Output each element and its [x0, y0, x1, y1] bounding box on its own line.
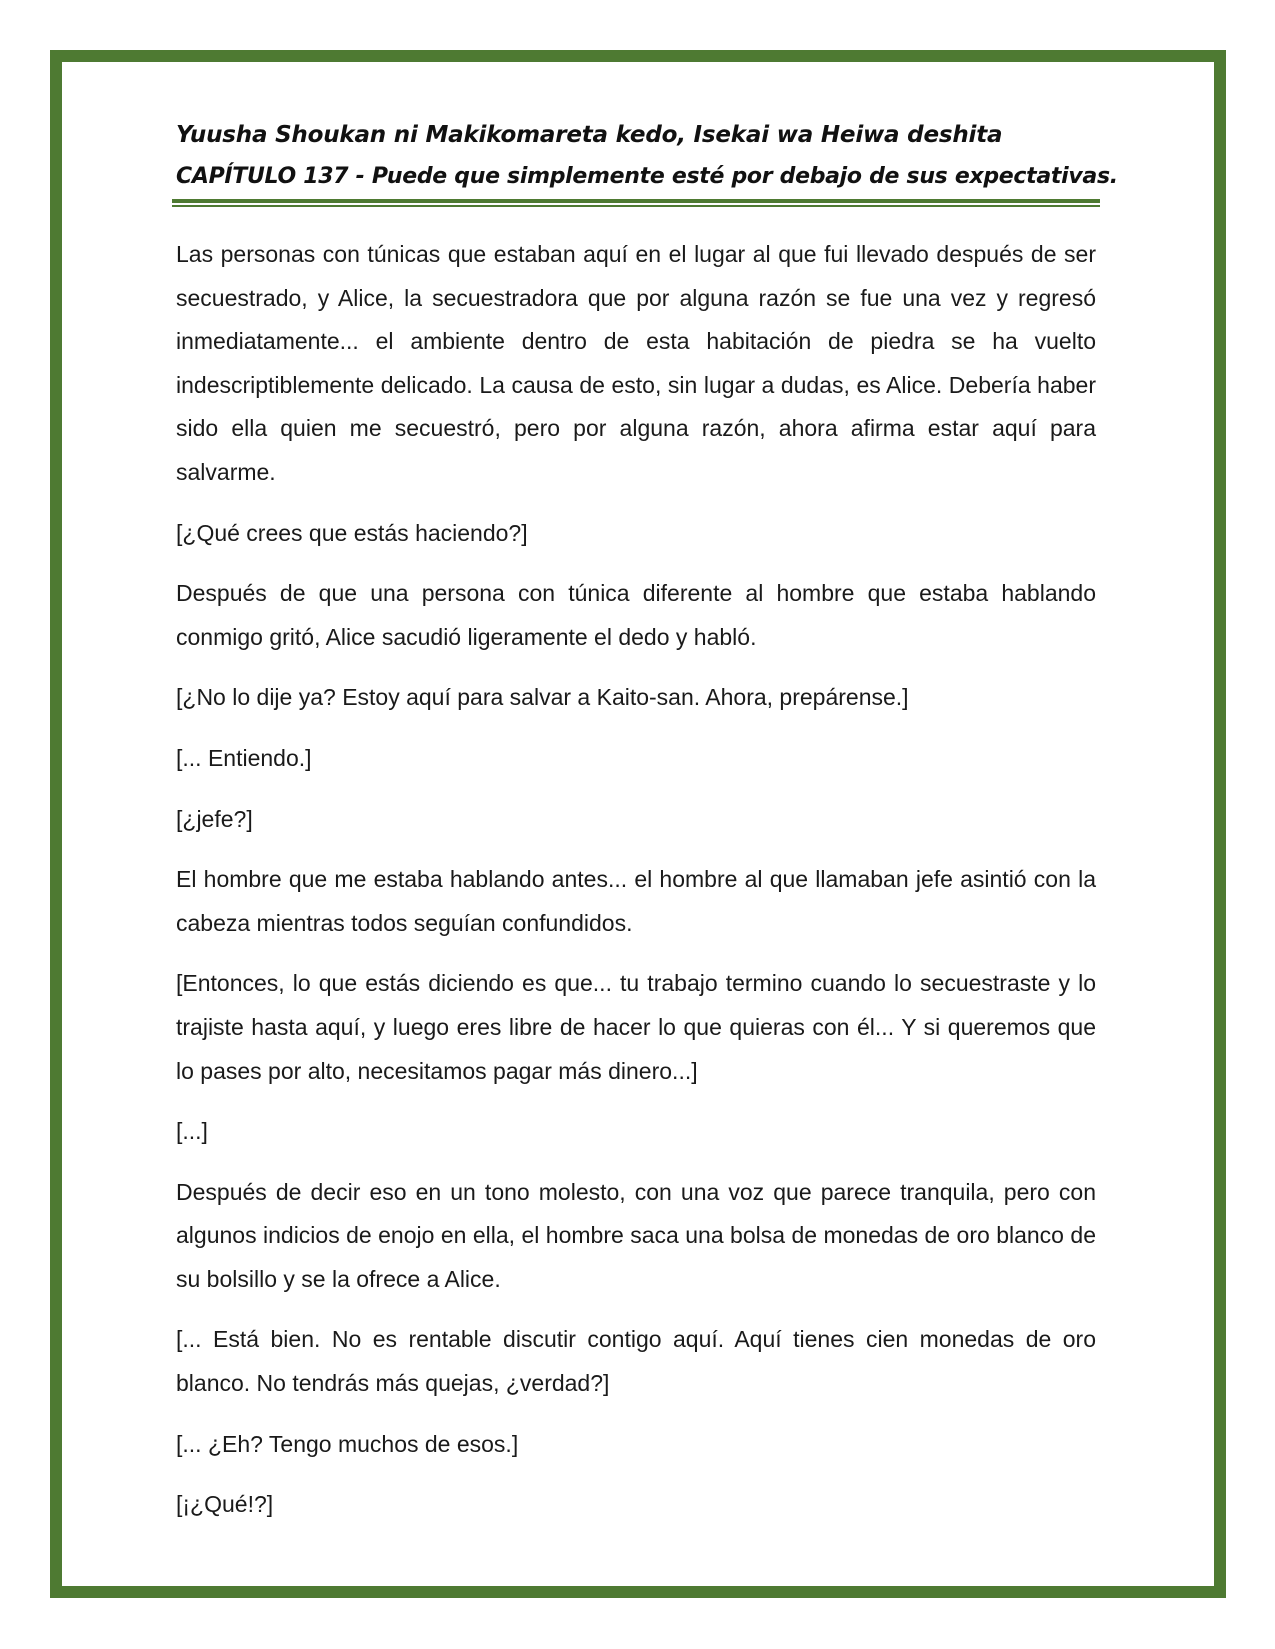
chapter-title: CAPÍTULO 137 - Puede que simplemente esté por debajo de sus expectativas.	[176, 164, 1118, 189]
title-underline	[172, 199, 1100, 207]
body-text	[176, 233, 1096, 1527]
paragraph: Después de que una persona con túnica diferente al hombre que estaba hablando conmigo gritó, Alice sacudió ligeramente el dedo y habló.	[176, 580, 1096, 650]
title-underline-thin	[172, 205, 1100, 207]
paragraph: Después de decir eso en un tono molesto, con una voz que parece tranquila, pero con algunos indicios de enojo en ella, el hombre saca una bolsa de monedas de oro blanco de su bolsillo y se la ofrece a Alice.	[176, 1178, 1096, 1292]
document-content	[176, 115, 1118, 1544]
dialogue-line: [... ¿Eh? Tengo muchos de esos.]	[176, 1430, 519, 1457]
dialogue-line: [... Entiendo.]	[176, 744, 312, 771]
dialogue-line: [¡¿Qué!?]	[176, 1491, 274, 1518]
paragraph: Las personas con túnicas que estaban aquí en el lugar al que fui llevado después de ser secuestrado, y Alice, la secuestradora que por alguna razón se fue una vez y regresó inmediatamente... el ambiente dentro de esta habitación de piedra se ha vuelto indescriptiblemente delicado. La causa de esto, sin lugar a dudas, es Alice. Debería haber sido ella quien me secuestró, pero por alguna razón, ahora afirma estar aquí para salvarme.	[176, 241, 1096, 485]
dialogue-line: [... Está bien. No es rentable discutir contigo aquí. Aquí tienes cien monedas de oro blanco. No tendrás más quejas, ¿verdad?]	[176, 1326, 1096, 1397]
paragraph: El hombre que me estaba hablando antes... el hombre al que llamaban jefe asintió con la cabeza mientras todos seguían confundidos.	[176, 866, 1096, 936]
dialogue-line: [Entonces, lo que estás diciendo es que... tu trabajo termino cuando lo secuestraste y lo trajiste hasta aquí, y luego eres libre de hacer lo que quieras con él... Y si queremos que lo pases por alto, necesitamos pagar más dinero...]	[176, 970, 1096, 1084]
dialogue-line: [...]	[176, 1118, 208, 1145]
dialogue-line: [¿Qué crees que estás haciendo?]	[176, 519, 528, 546]
dialogue-line: [¿No lo dije ya? Estoy aquí para salvar a Kaito-san. Ahora, prepárense.]	[176, 684, 909, 711]
dialogue-line: [¿jefe?]	[176, 805, 253, 832]
series-title: Yuusha Shoukan ni Makikomareta kedo, Isekai wa Heiwa deshita	[176, 122, 1003, 148]
